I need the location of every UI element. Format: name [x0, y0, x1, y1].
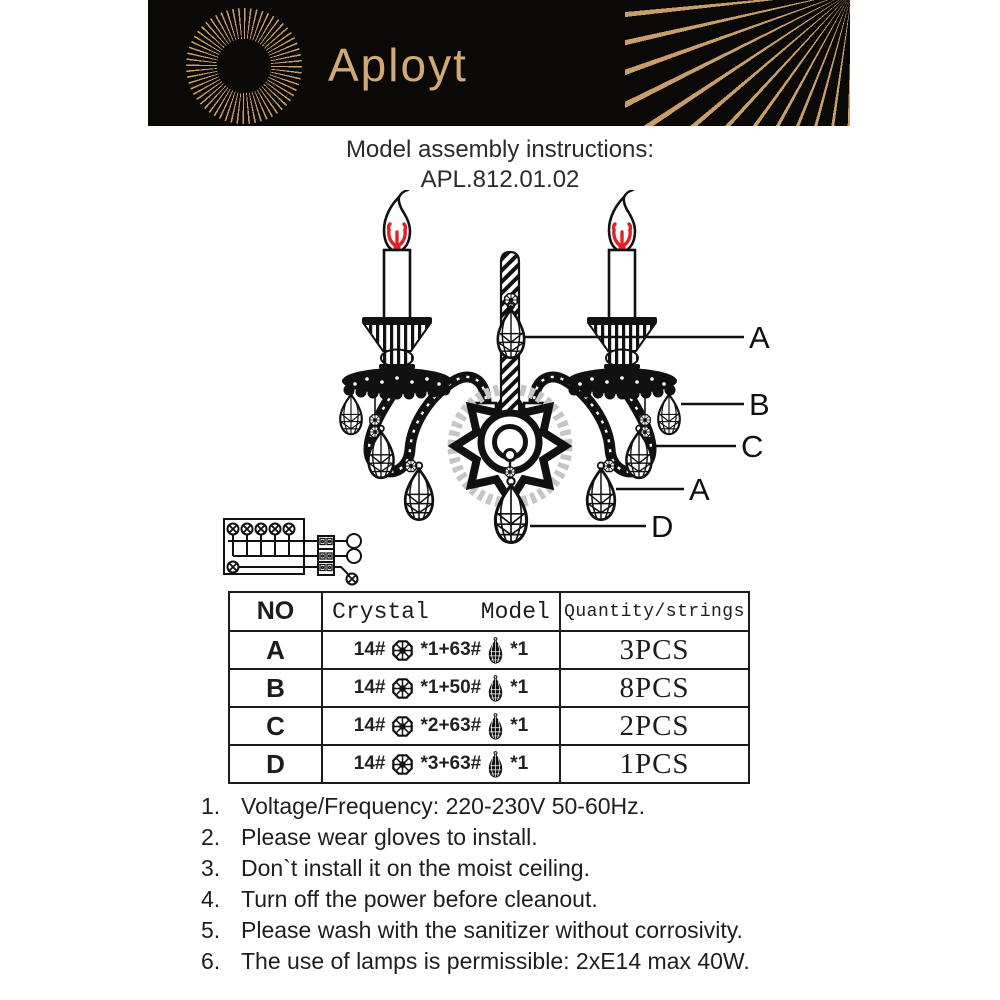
crystal-spec: 14# *1+50# *1	[323, 675, 559, 702]
callout-label-d: D	[651, 509, 674, 544]
crystal-spec: 14# *3+63# *1	[323, 751, 559, 778]
title-line1: Model assembly instructions:	[345, 136, 655, 163]
quantity-value: 8PCS	[560, 669, 749, 707]
list-item: 1. Voltage/Frequency: 220-230V 50-60Hz.	[201, 793, 646, 819]
quantity-value: 2PCS	[560, 707, 749, 745]
crystal-drop-icon	[488, 751, 503, 778]
callout-label-c: C	[741, 429, 764, 464]
list-item: 5. Please wash with the sanitizer without corrosivity.	[201, 917, 743, 943]
crystal-drop-icon	[488, 637, 503, 664]
list-item: 3. Don`t install it on the moist ceiling.	[201, 855, 590, 881]
row-letter: A	[229, 631, 322, 669]
table-header-row	[229, 592, 749, 631]
callout-label-b: B	[749, 387, 770, 422]
crystal-bead-icon	[392, 640, 413, 661]
header-no: NO	[229, 592, 322, 631]
brand-name: Aployt	[328, 39, 468, 91]
crystal-spec: 14# *2+63# *1	[323, 713, 559, 740]
instructions-list	[201, 791, 750, 977]
crystal-spec: 14# *1+63# *1	[323, 637, 559, 664]
row-letter: D	[229, 745, 322, 783]
wall-sconce-drawing	[340, 190, 770, 544]
wiring-diagram	[224, 519, 361, 585]
header-quantity: Quantity/strings	[560, 592, 749, 631]
rays-fan-icon	[625, 0, 850, 126]
starburst-logo-icon	[186, 8, 302, 124]
list-item: 2. Please wear gloves to install.	[201, 824, 538, 850]
brand-banner	[148, 0, 850, 126]
header-crystal-model: Crystal Model	[322, 592, 560, 631]
title-block	[0, 135, 1000, 195]
model-number: APL.812.01.02	[420, 166, 580, 193]
callout-label-a2: A	[689, 472, 710, 507]
list-item: 4. Turn off the power before cleanout.	[201, 886, 598, 912]
row-letter: B	[229, 669, 322, 707]
crystal-bead-icon	[392, 716, 413, 737]
sconce-and-wiring-diagram	[150, 190, 850, 600]
table-row	[229, 707, 749, 745]
list-item: 6. The use of lamps is permissible: 2xE14 max 40W.	[201, 948, 750, 974]
quantity-value: 3PCS	[560, 631, 749, 669]
parts-table	[228, 591, 750, 784]
quantity-value: 1PCS	[560, 745, 749, 783]
crystal-bead-icon	[392, 754, 413, 775]
center-medallion	[481, 413, 539, 471]
crystal-drop-icon	[488, 713, 503, 740]
row-letter: C	[229, 707, 322, 745]
candle-right	[567, 190, 677, 400]
callout-label-a1: A	[749, 320, 770, 355]
table-row	[229, 669, 749, 707]
crystal-bead-icon	[392, 678, 413, 699]
table-row	[229, 745, 749, 783]
table-row	[229, 631, 749, 669]
crystal-drop-icon	[488, 675, 503, 702]
candle-left	[342, 190, 452, 400]
